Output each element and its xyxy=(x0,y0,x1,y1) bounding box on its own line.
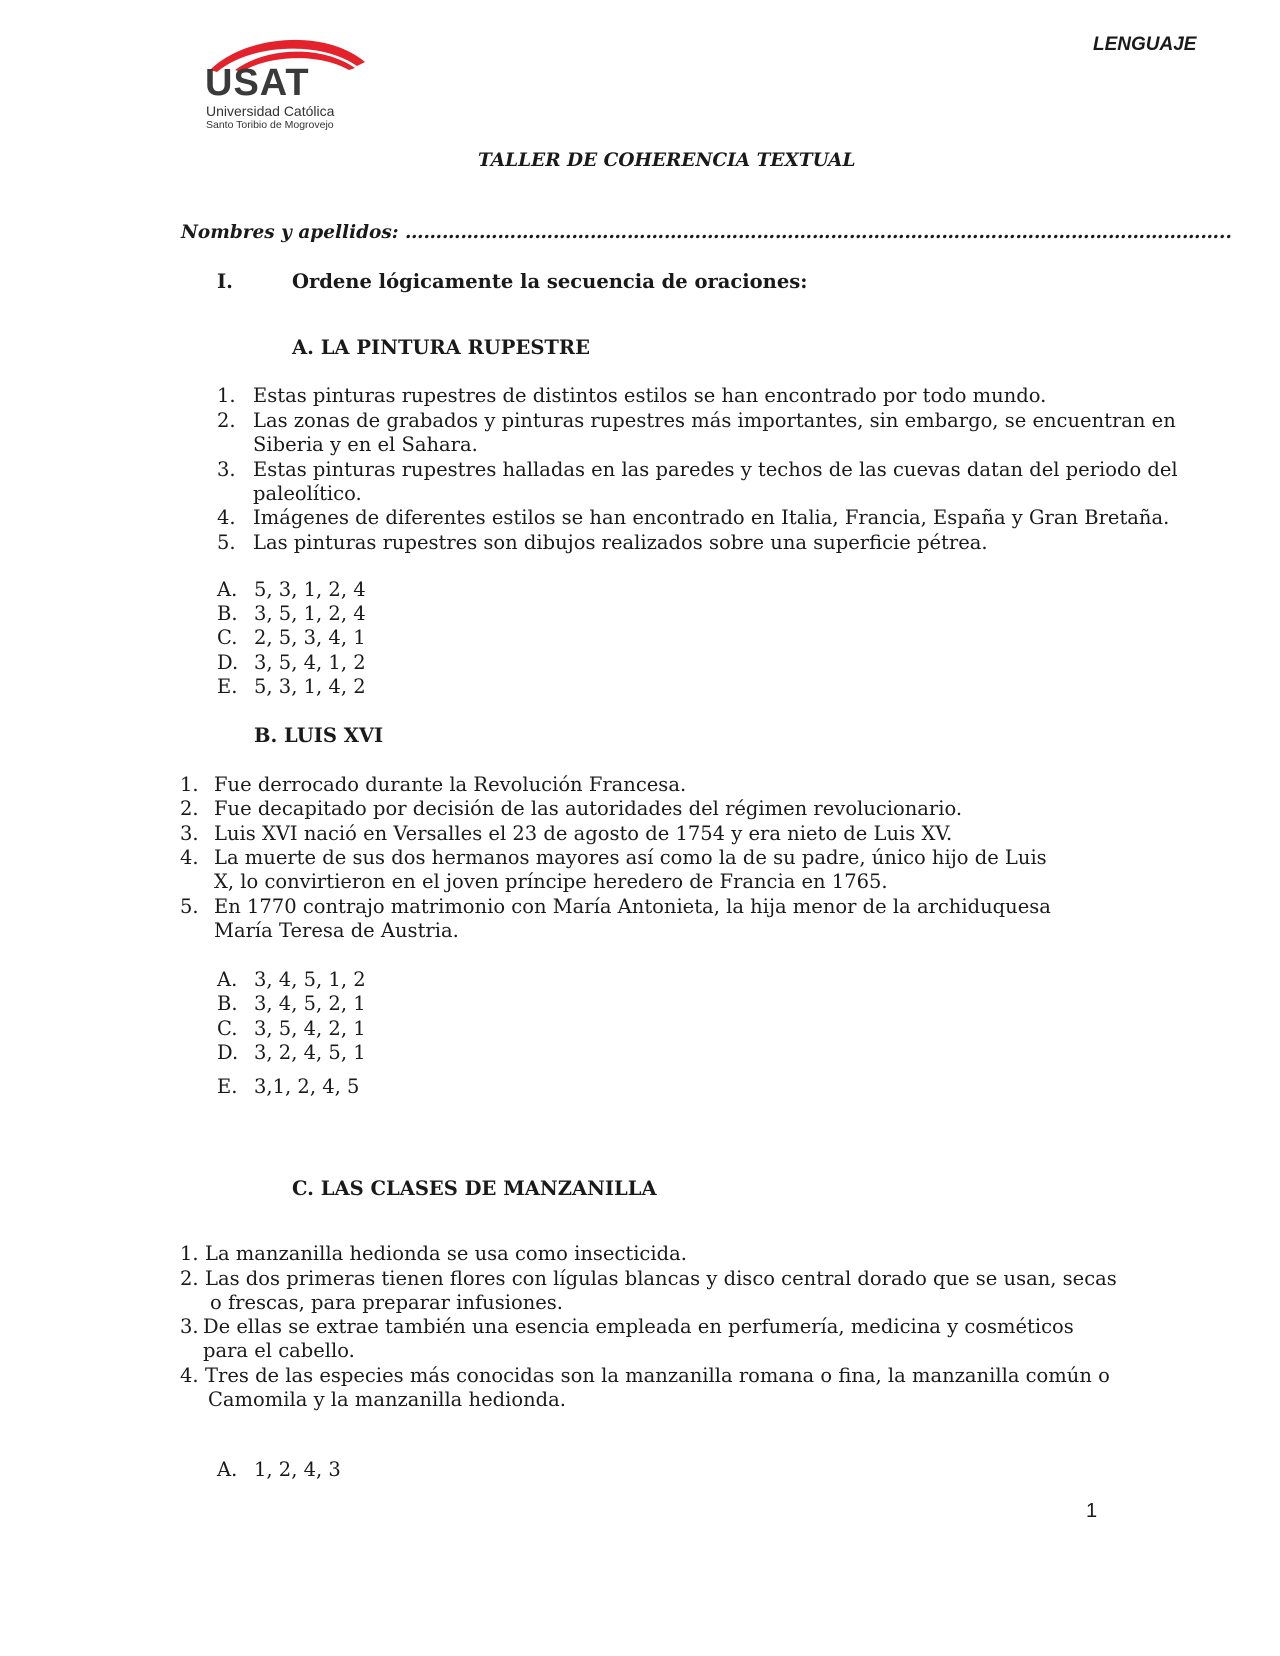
list-item-number: 1. xyxy=(180,1242,199,1265)
list-item-number: 2. xyxy=(180,1267,199,1290)
list-item-number: 3. xyxy=(180,1315,199,1338)
section-heading: Ordene lógicamente la secuencia de oraciones: xyxy=(292,270,808,293)
list-item-number: 3. xyxy=(217,458,236,481)
list-item-number: 4. xyxy=(180,846,199,869)
list-item-number: 1. xyxy=(217,384,236,407)
option-value: 5, 3, 1, 2, 4 xyxy=(254,578,366,601)
list-item-continuation: Camomila y la manzanilla hedionda. xyxy=(208,1388,566,1411)
option-value: 5, 3, 1, 4, 2 xyxy=(254,675,366,698)
list-item: Imágenes de diferentes estilos se han encontrado en Italia, Francia, España y Gran Bretaña. xyxy=(253,506,1170,529)
logo-line1: Universidad Católica xyxy=(206,103,335,119)
option-value: 3, 2, 4, 5, 1 xyxy=(254,1041,366,1064)
option-value: 2, 5, 3, 4, 1 xyxy=(254,626,366,649)
option-letter: D. xyxy=(217,1041,239,1064)
list-item-number: 4. xyxy=(217,506,236,529)
list-item-number: 2. xyxy=(217,409,236,432)
list-item-continuation: para el cabello. xyxy=(203,1339,355,1362)
list-item: La muerte de sus dos hermanos mayores así como la de su padre, único hijo de Luis xyxy=(214,846,1047,869)
list-item-number: 2. xyxy=(180,797,199,820)
option-letter: A. xyxy=(217,968,238,991)
names-field-label: Nombres y apellidos: …………………………………………………………………………………………………………………….. xyxy=(181,222,1232,243)
option-letter: C. xyxy=(217,1017,238,1040)
option-letter: E. xyxy=(217,1075,238,1098)
option-value: 3, 4, 5, 1, 2 xyxy=(254,968,366,991)
page-number: 1 xyxy=(1086,1500,1098,1522)
option-value: 3, 5, 4, 1, 2 xyxy=(254,651,366,674)
option-value: 3,1, 2, 4, 5 xyxy=(254,1075,360,1098)
section-numeral: I. xyxy=(217,270,233,293)
option-value: 3, 4, 5, 2, 1 xyxy=(254,992,366,1015)
option-value: 3, 5, 1, 2, 4 xyxy=(254,602,366,625)
list-item: Fue decapitado por decisión de las autoridades del régimen revolucionario. xyxy=(214,797,963,820)
option-letter: A. xyxy=(217,1458,238,1481)
option-letter: E. xyxy=(217,675,238,698)
list-item-number: 5. xyxy=(217,531,236,554)
list-item-number: 3. xyxy=(180,822,199,845)
part-b-heading: B. LUIS XVI xyxy=(254,724,384,747)
option-letter: D. xyxy=(217,651,239,674)
option-value: 3, 5, 4, 2, 1 xyxy=(254,1017,366,1040)
logo-line2: Santo Toribio de Mogrovejo xyxy=(206,119,334,131)
list-item-continuation: Siberia y en el Sahara. xyxy=(253,433,478,456)
usat-logo xyxy=(205,30,375,131)
list-item: Las zonas de grabados y pinturas rupestres más importantes, sin embargo, se encuentran en xyxy=(253,409,1176,432)
list-item: Las dos primeras tienen flores con lígulas blancas y disco central dorado que se usan, secas xyxy=(205,1267,1117,1290)
list-item-continuation: o frescas, para preparar infusiones. xyxy=(210,1291,564,1314)
list-item-number: 5. xyxy=(180,895,199,918)
part-c-heading: C. LAS CLASES DE MANZANILLA xyxy=(292,1177,657,1200)
list-item: La manzanilla hedionda se usa como insecticida. xyxy=(205,1242,687,1265)
list-item: Fue derrocado durante la Revolución Francesa. xyxy=(214,773,687,796)
list-item: Estas pinturas rupestres halladas en las paredes y techos de las cuevas datan del periodo del xyxy=(253,458,1178,481)
option-letter: A. xyxy=(217,578,238,601)
list-item-number: 4. xyxy=(180,1364,199,1387)
part-a-heading: A. LA PINTURA RUPESTRE xyxy=(292,336,590,359)
logo-name: USAT xyxy=(205,62,310,104)
list-item-number: 1. xyxy=(180,773,199,796)
option-letter: B. xyxy=(217,992,238,1015)
option-letter: C. xyxy=(217,626,238,649)
list-item: De ellas se extrae también una esencia empleada en perfumería, medicina y cosméticos xyxy=(203,1315,1074,1338)
list-item-continuation: X, lo convirtieron en el joven príncipe heredero de Francia en 1765. xyxy=(214,870,888,893)
list-item-continuation: María Teresa de Austria. xyxy=(214,919,459,942)
subject-label: LENGUAJE xyxy=(1093,34,1197,55)
option-letter: B. xyxy=(217,602,238,625)
list-item: Las pinturas rupestres son dibujos realizados sobre una superficie pétrea. xyxy=(253,531,988,554)
option-value: 1, 2, 4, 3 xyxy=(254,1458,341,1481)
page-title: TALLER DE COHERENCIA TEXTUAL xyxy=(478,150,856,171)
list-item: En 1770 contrajo matrimonio con María Antonieta, la hija menor de la archiduquesa xyxy=(214,895,1051,918)
list-item-continuation: paleolítico. xyxy=(253,482,362,505)
list-item: Luis XVI nació en Versalles el 23 de agosto de 1754 y era nieto de Luis XV. xyxy=(214,822,953,845)
list-item: Tres de las especies más conocidas son la manzanilla romana o fina, la manzanilla común o xyxy=(205,1364,1110,1387)
list-item: Estas pinturas rupestres de distintos estilos se han encontrado por todo mundo. xyxy=(253,384,1047,407)
